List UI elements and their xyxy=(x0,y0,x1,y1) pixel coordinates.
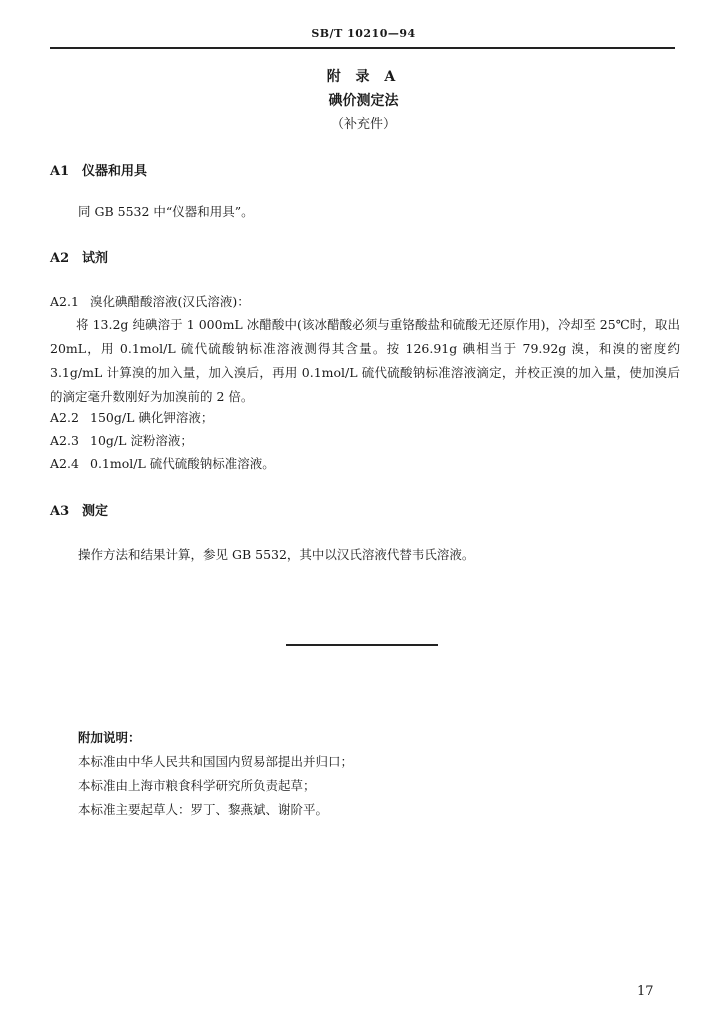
item-number: A2.1 xyxy=(50,294,79,309)
section-title: 仪器和用具 xyxy=(82,164,148,179)
item-text: 150g/L 碘化钾溶液； xyxy=(90,410,214,425)
appendix-subtitle: 碘价测定法 xyxy=(328,93,399,109)
section-a3-body: 操作方法和结果计算，参见 GB 5532，其中以汉氏溶液代替韦氏溶液。 xyxy=(78,547,475,562)
item-a2-3 xyxy=(50,431,193,451)
section-a1-body: 同 GB 5532 中“仪器和用具”。 xyxy=(78,204,254,219)
header-rule xyxy=(50,47,675,49)
standard-code: SB/T 10210—94 xyxy=(311,27,416,40)
item-a2-1 xyxy=(50,292,250,312)
section-number: A1 xyxy=(50,164,70,179)
section-a1-heading xyxy=(50,160,147,179)
end-rule xyxy=(286,644,438,646)
section-a3-heading xyxy=(50,500,108,519)
appendix-title: 附 录 A xyxy=(326,69,401,85)
a2-1-paragraph: 将 13.2g 纯碘溶于 1 000mL 冰醋酸中(该冰醋酸必须与重铬酸盐和硫酸无还原作用)，冷却至 25℃时，取出 20mL，用 0.1mol/L 硫代硫酸钠标准溶液测得其含量。按 126.91g 碘相当于 79.92g 溴，和溴的密度约 3.1g/mL 计算溴的加入量，加入溴后，再用 0.1mol/L 硫代硫酸钠标准溶液滴定，并校正溴的加入量，使加溴后的滴定毫升数刚好为加溴前的 2 倍。 xyxy=(50,317,680,404)
additional-note-line: 本标准主要起草人：罗丁、黎燕斌、谢阶平。 xyxy=(78,802,329,817)
item-a2-4 xyxy=(50,454,275,474)
section-number: A3 xyxy=(50,504,70,519)
section-number: A2 xyxy=(50,251,70,266)
section-title: 测定 xyxy=(82,504,109,519)
item-text: 0.1mol/L 硫代硫酸钠标准溶液。 xyxy=(90,456,275,471)
item-number: A2.3 xyxy=(50,433,79,448)
item-number: A2.4 xyxy=(50,456,79,471)
additional-note-line: 本标准由中华人民共和国国内贸易部提出并归口； xyxy=(78,754,354,769)
page-number: 17 xyxy=(637,984,654,999)
item-a2-2 xyxy=(50,408,213,428)
item-number: A2.2 xyxy=(50,410,79,425)
additional-note-line: 本标准由上海市粮食科学研究所负责起草； xyxy=(78,778,316,793)
section-a2-heading xyxy=(50,247,108,266)
additional-notes-title: 附加说明： xyxy=(78,730,141,745)
section-title: 试剂 xyxy=(82,251,109,266)
appendix-note: （补充件） xyxy=(330,117,396,132)
item-text: 溴化碘醋酸溶液(汉氏溶液)： xyxy=(90,294,250,309)
item-text: 10g/L 淀粉溶液； xyxy=(90,433,193,448)
